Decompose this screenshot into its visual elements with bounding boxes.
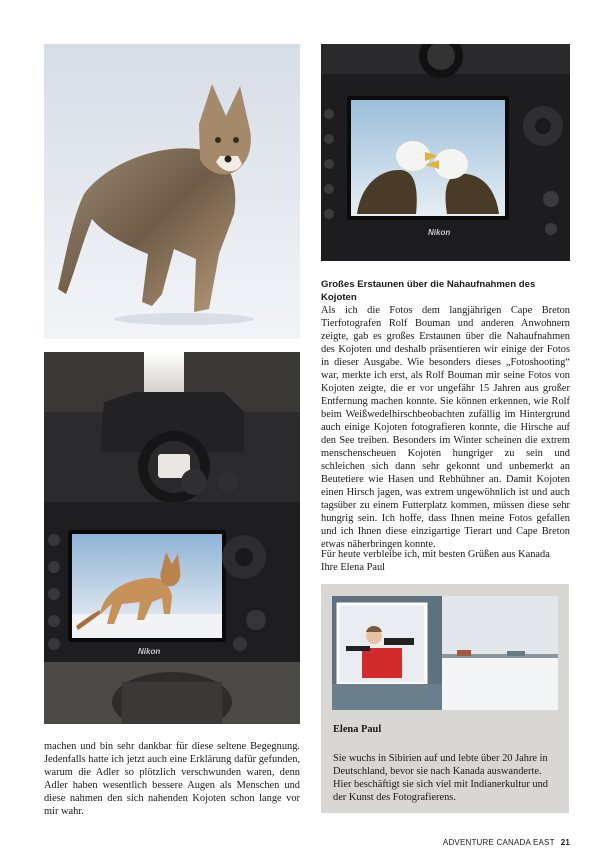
magazine-name: ADVENTURE CANADA EAST [442, 838, 555, 847]
article-right-column: Als ich die Fotos dem langjährigen Cape Breton Tierfotografen Rolf Bouman und anderen Anwohnern zeigte, gab es großes Erstaunen über die Nahaufnahmen des Kojoten und deshalb präsentieren wir einige der Fotos in dieser Ausgabe. Wie besonders dieses „Fotoshooting“ war, merkte ich erst, als Rolf Bouman mir seine Fotos von Kojoten zeigte, die er vor ungefähr 15 Jahren aus großer Entfernung machen konnte. Sie können erkennen, wie Rolf beim Weißwedelhirschbeobachten zufällig im Hintergrund auch einige Kojoten fotografieren konnte, die Hirsche auf den See treiben. Besonders im Winter scheinen die extrem menschenscheuen Kojoten hungriger zu sein und schleichen sich dann sehr gekonnt und unbemerkt an Beutetiere wie Hasen und Rebhühner an. Damit Kojoten einen Hirsch jagen, was extrem ungewöhnlich ist und auch tagsüber zu einem Futterplatz kommen, müssen diese sehr hungrig sein. Ich hoffe, dass Ihnen meine Fotos gefallen und ich Ihnen diese einzigartige Tierart und Cape Breton etwas näherbringen konnte. [321, 305, 570, 550]
page-footer [443, 838, 570, 847]
camera-coyote-photo [44, 352, 300, 724]
closing-signature: Ihre Elena Paul [321, 562, 386, 573]
page-number: 21 [560, 838, 570, 847]
author-name: Elena Paul [333, 724, 382, 735]
closing-block [321, 548, 570, 574]
camera-eagles-photo [321, 44, 570, 261]
article-left-column: machen und bin sehr dankbar für diese seltene Begegnung. Jedenfalls hatte ich jetzt auch eine Erklärung dafür gefunden, warum die Adler so plötzlich verschwunden waren, denn Adler haben wesentlich bessere Augen als Menschen und diese nahmen den sich nahenden Kojoten schon lange vor mir wahr. [44, 741, 300, 817]
camera-brand-label: Nikon [428, 228, 451, 237]
coyote-photo [44, 44, 300, 339]
author-photo [332, 596, 558, 710]
author-box [321, 584, 569, 813]
caption-heading: Großes Erstaunen über die Nahaufnahmen des Kojoten [321, 279, 536, 303]
closing-greeting: Für heute verbleibe ich, mit besten Grüßen aus Kanada [321, 549, 550, 560]
author-bio: Sie wuchs in Sibirien auf und lebte über 20 Jahre in Deutschland, bevor sie nach Kanada auswanderte. Hier beschäftigt sie sich viel mit Indianerkultur und der Kunst des Fotografierens. [333, 753, 548, 803]
camera-brand-label-2: Nikon [138, 647, 161, 656]
